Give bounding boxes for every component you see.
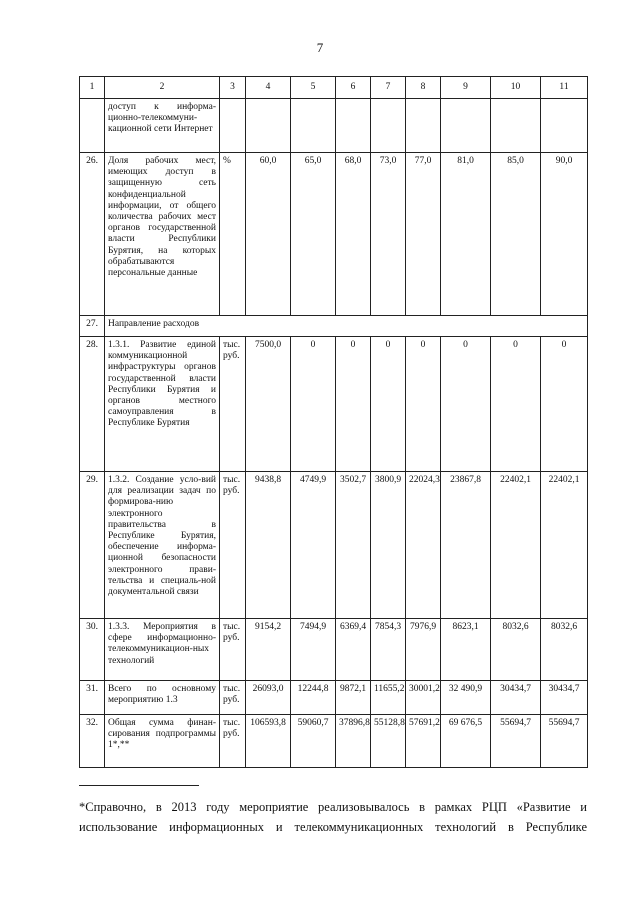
value-cell: 22024,3: [406, 472, 441, 619]
value-cell: 81,0: [441, 153, 491, 316]
unit-cell: %: [220, 153, 246, 316]
value-cell: 0: [406, 337, 441, 472]
value-cell: 22402,1: [541, 472, 588, 619]
table-row: [80, 619, 588, 681]
footnote-divider: [79, 785, 199, 786]
value-cell: 11655,2: [371, 681, 406, 715]
table-row: [80, 472, 588, 619]
unit-cell: тыс. руб.: [220, 715, 246, 768]
indicator-name: 1.3.2. Создание усло-вий для реализации задач по формирова-нию электронного правительства в Республике Бурятия, обеспечение информа-ционной безопасности электронного прави-тельства и специаль-ной документальной связи: [105, 472, 220, 619]
indicator-name: Всего по основному мероприятию 1.3: [105, 681, 220, 715]
value-cell: 9154,2: [246, 619, 291, 681]
value-cell: 0: [291, 337, 336, 472]
row-number: 30.: [80, 619, 105, 681]
table-row: [80, 681, 588, 715]
row-number: 29.: [80, 472, 105, 619]
unit-cell: [220, 99, 246, 153]
value-cell: [246, 99, 291, 153]
value-cell: 22402,1: [491, 472, 541, 619]
value-cell: 8032,6: [541, 619, 588, 681]
value-cell: 23867,8: [441, 472, 491, 619]
value-cell: 55694,7: [541, 715, 588, 768]
table-row: [80, 99, 588, 153]
table-row: [80, 153, 588, 316]
value-cell: 3800,9: [371, 472, 406, 619]
value-cell: [406, 99, 441, 153]
footnote-text: *Справочно, в 2013 году мероприятие реализовывалось в рамках РЦП «Развитие и использование информационных и телекоммуникационных технологий в Республике: [79, 800, 587, 834]
unit-cell: тыс. руб.: [220, 619, 246, 681]
row-number: 28.: [80, 337, 105, 472]
value-cell: 30434,7: [541, 681, 588, 715]
value-cell: 73,0: [371, 153, 406, 316]
value-cell: 106593,8: [246, 715, 291, 768]
value-cell: [541, 99, 588, 153]
value-cell: 68,0: [336, 153, 371, 316]
value-cell: 85,0: [491, 153, 541, 316]
value-cell: [491, 99, 541, 153]
indicator-name: доступ к информа-ционно-телекоммуни-кационной сети Интернет: [105, 99, 220, 153]
value-cell: 26093,0: [246, 681, 291, 715]
value-cell: 8623,1: [441, 619, 491, 681]
value-cell: 77,0: [406, 153, 441, 316]
value-cell: 3502,7: [336, 472, 371, 619]
header-cell: 2: [105, 77, 220, 99]
table-row: [80, 316, 588, 337]
header-cell: 5: [291, 77, 336, 99]
header-row: [80, 77, 588, 99]
header-cell: 8: [406, 77, 441, 99]
value-cell: 65,0: [291, 153, 336, 316]
header-cell: 9: [441, 77, 491, 99]
row-number: 27.: [80, 316, 105, 337]
indicator-name: Общая сумма финан-сирования подпрограммы 1*,**: [105, 715, 220, 768]
value-cell: 60,0: [246, 153, 291, 316]
header-cell: 10: [491, 77, 541, 99]
value-cell: 7854,3: [371, 619, 406, 681]
table-row: [80, 715, 588, 768]
indicator-name: 1.3.1. Развитие единой коммуникационной инфраструктуры органов государственной власти Республики Бурятия и органов местного самоуправления в Республике Бурятия: [105, 337, 220, 472]
indicator-name: Доля рабочих мест, имеющих доступ в защищенную сеть конфиденциальной информации, от общего количества рабочих мест органов государственной власти Республики Бурятия, на которых обрабатываются персональные данные: [105, 153, 220, 316]
header-cell: 11: [541, 77, 588, 99]
value-cell: 12244,8: [291, 681, 336, 715]
value-cell: 30434,7: [491, 681, 541, 715]
header-cell: 3: [220, 77, 246, 99]
value-cell: 7976,9: [406, 619, 441, 681]
value-cell: 32 490,9: [441, 681, 491, 715]
header-cell: 6: [336, 77, 371, 99]
value-cell: [336, 99, 371, 153]
value-cell: 69 676,5: [441, 715, 491, 768]
section-heading: Направление расходов: [105, 316, 588, 337]
header-cell: 1: [80, 77, 105, 99]
value-cell: 57691,2: [406, 715, 441, 768]
indicator-name: 1.3.3. Мероприятия в сфере информационно-телекоммуникацион-ных технологий: [105, 619, 220, 681]
value-cell: [441, 99, 491, 153]
value-cell: 6369,4: [336, 619, 371, 681]
value-cell: 0: [491, 337, 541, 472]
row-number: 32.: [80, 715, 105, 768]
value-cell: 30001,2: [406, 681, 441, 715]
value-cell: 0: [371, 337, 406, 472]
header-cell: 7: [371, 77, 406, 99]
value-cell: 4749,9: [291, 472, 336, 619]
header-cell: 4: [246, 77, 291, 99]
value-cell: 0: [441, 337, 491, 472]
indicators-table: [79, 76, 588, 768]
row-number: 26.: [80, 153, 105, 316]
value-cell: 7500,0: [246, 337, 291, 472]
value-cell: [371, 99, 406, 153]
value-cell: 8032,6: [491, 619, 541, 681]
unit-cell: тыс. руб.: [220, 472, 246, 619]
table-row: [80, 337, 588, 472]
value-cell: 9438,8: [246, 472, 291, 619]
value-cell: 90,0: [541, 153, 588, 316]
unit-cell: тыс. руб.: [220, 681, 246, 715]
value-cell: 55128,8: [371, 715, 406, 768]
page-number: 7: [316, 40, 324, 55]
value-cell: 9872,1: [336, 681, 371, 715]
value-cell: 59060,7: [291, 715, 336, 768]
value-cell: 0: [541, 337, 588, 472]
row-number: [80, 99, 105, 153]
row-number: 31.: [80, 681, 105, 715]
value-cell: [291, 99, 336, 153]
value-cell: 0: [336, 337, 371, 472]
value-cell: 7494,9: [291, 619, 336, 681]
value-cell: 55694,7: [491, 715, 541, 768]
value-cell: 37896,8: [336, 715, 371, 768]
unit-cell: тыс. руб.: [220, 337, 246, 472]
